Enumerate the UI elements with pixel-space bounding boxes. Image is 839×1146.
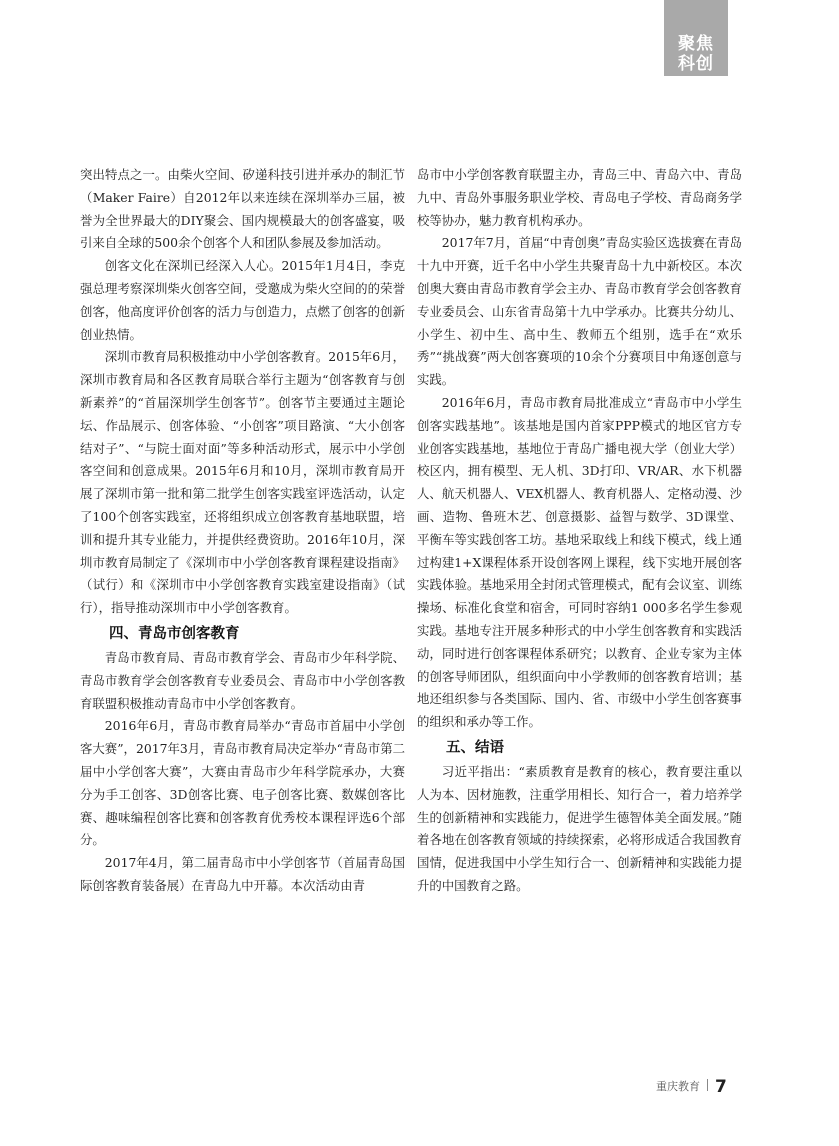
paragraph: 突出特点之一。由柴火空间、矽递科技引进并承办的制汇节（Maker Faire）自2012年以来连续在深圳举办三届，被誉为全世界最大的DIY聚会、国内规模最大的创客盛宴，吸引来自全球的500余个创客个人和团队参展及参加活动。 xyxy=(80,167,405,251)
paragraph: 习近平指出：“素质教育是教育的核心，教育要注重以人为本、因材施教，注重学用相长、知行合一，着力培养学生的创新精神和实践能力，促进学生德智体美全面发展。”随着各地在创客教育领域的持续探索，必将形成适合我国教育国情，促进我国中小学生知行合一、创新精神和实践能力提升的中国教育之路。 xyxy=(417,763,742,893)
left-column xyxy=(80,164,405,898)
section-tab xyxy=(664,0,728,76)
journal-name: 重庆教育 xyxy=(656,1080,700,1093)
paragraph: 2017年4月，第二届青岛市中小学创客节（首届青岛国际创客教育装备展）在青岛九中开幕。本次活动由青 xyxy=(80,855,405,893)
page-footer xyxy=(656,1079,727,1095)
section-tab-line2: 科创 xyxy=(678,54,714,74)
footer-divider xyxy=(707,1079,708,1091)
section-heading: 四、青岛市创客教育 xyxy=(109,625,240,642)
paragraph: 2017年7月，首届“中青创奥”青岛实验区选拔赛在青岛十九中开赛，近千名中小学生共聚青岛十九中新校区。本次创奥大赛由青岛市教育学会主办、青岛市教育学会创客教育专业委员会、山东省青岛第十九中学承办。比赛共分幼儿、小学生、初中生、高中生、教师五个组别，选手在“欢乐秀”“挑战赛”两大创客赛项的10余个分赛项目中角逐创意与实践。 xyxy=(417,235,742,388)
paragraph: 青岛市教育局、青岛市教育学会、青岛市少年科学院、青岛市教育学会创客教育专业委员会、青岛市中小学创客教育联盟积极推动青岛市中小学创客教育。 xyxy=(80,649,405,711)
paragraph: 创客文化在深圳已经深入人心。2015年1月4日，李克强总理考察深圳柴火创客空间，受邀成为柴火空间的的荣誉创客，他高度评价创客的活力与创造力，点燃了创客的创新创业热情。 xyxy=(80,258,405,342)
paragraph: 2016年6月，青岛市教育局举办“青岛市首届中小学创客大赛”，2017年3月，青岛市教育局决定举办“青岛市第二届中小学创客大赛”，大赛由青岛市少年科学院承办，大赛分为手工创客、3D创客比赛、电子创客比赛、数媒创客比赛、趣味编程创客比赛和创客教育优秀校本课程评选6个部分。 xyxy=(80,718,405,848)
section-heading: 五、结语 xyxy=(446,739,504,756)
page-number: 7 xyxy=(715,1077,727,1097)
paragraph: 岛市中小学创客教育联盟主办，青岛三中、青岛六中、青岛九中、青岛外事服务职业学校、青岛电子学校、青岛商务学校等协办，魅力教育机构承办。 xyxy=(417,167,742,228)
paragraph: 2016年6月，青岛市教育局批准成立“青岛市中小学生创客实践基地”。该基地是国内首家PPP模式的地区官方专业创客实践基地，基地位于青岛广播电视大学（创业大学）校区内，拥有模型、无人机、3D打印、VR/AR、水下机器人、航天机器人、VEX机器人、教育机器人、定格动漫、沙画、造物、鲁班木艺、创意摄影、益智与数学、3D课堂、平衡车等实践创客工坊。基地采取线上和线下模式，线上通过构建1+X课程体系开设创客网上课程，线下实地开展创客实践体验。基地采用全封闭式管理模式，配有会议室、训练操场、标准化食堂和宿舍，可同时容纳1 000多名学生参观实践。基地专注开展多种形式的中小学生创客教育和实践活动，同时进行创客课程体系研究；以教育、企业专家为主体的创客导师团队，组织面向中小学教师的创客教育培训；基地还组织参与各类国际、国内、省、市级中小学生创客赛事的组织和承办等工作。 xyxy=(417,394,742,730)
section-tab-line1: 聚焦 xyxy=(678,34,714,54)
right-column xyxy=(417,164,742,898)
paragraph: 深圳市教育局积极推动中小学创客教育。2015年6月，深圳市教育局和各区教育局联合举行主题为“创客教育与创新素养”的“首届深圳学生创客节”。创客节主要通过主题论坛、作品展示、创客体验、“小创客”项目路演、“大小创客结对子”、“与院士面对面”等多种活动形式，展示中小学创客空间和创意成果。2015年6月和10月，深圳市教育局开展了深圳市第一批和第二批学生创客实践室评选活动，认定了100个创客实践室，还将组织成立创客教育基地联盟，培训和提升其专业能力，并提供经费资助。2016年10月，深圳市教育局制定了《深圳市中小学创客教育课程建设指南》（试行）和《深圳市中小学创客教育实践室建设指南》（试行），指导推动深圳市中小学创客教育。 xyxy=(80,349,405,616)
